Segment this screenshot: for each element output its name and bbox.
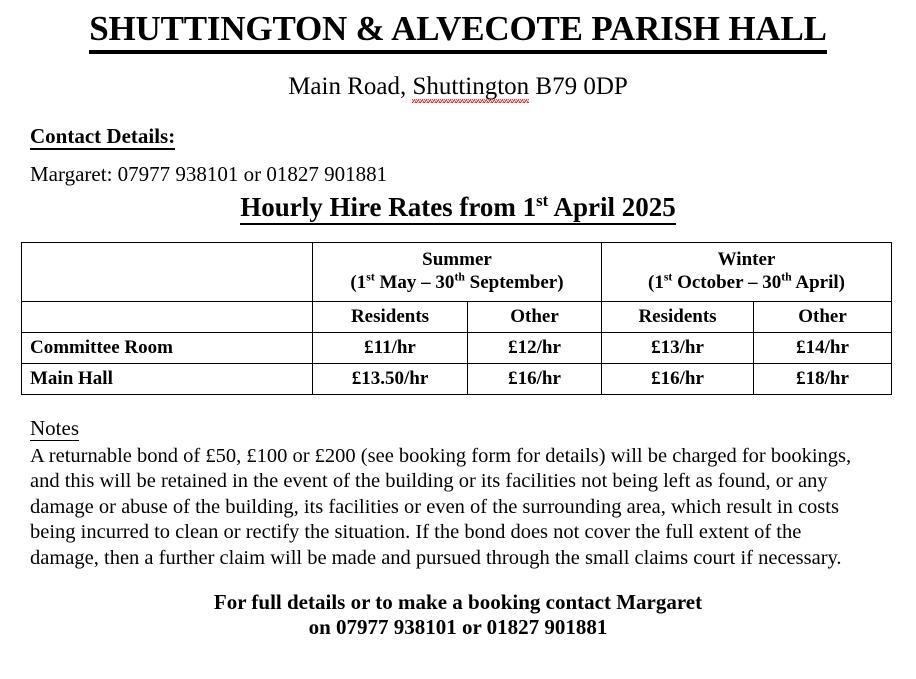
notes-section: [0, 395, 916, 572]
footer-contact-note: [0, 590, 916, 640]
rates-heading-suffix: April 2025: [548, 191, 676, 222]
footer-line-2: on 07977 938101 or 01827 901881: [308, 615, 608, 640]
notes-heading: Notes: [30, 415, 79, 440]
contact-section: [0, 102, 916, 186]
winter-range-suffix: April): [791, 271, 845, 293]
winter-range-ordinal-1: st: [663, 270, 673, 284]
rate-committee-winter-other: £14/hr: [754, 332, 892, 363]
summer-range-ordinal-1: st: [366, 270, 375, 284]
venue-address: [0, 72, 916, 102]
winter-range-ordinal-2: th: [781, 270, 792, 284]
summer-range-prefix: (1: [350, 271, 367, 293]
row-label-main-hall: Main Hall: [22, 363, 313, 394]
table-row-subheaders: [22, 301, 892, 332]
document-page: [0, 10, 916, 679]
page-title-text: SHUTTINGTON & ALVECOTE PARISH HALL: [89, 10, 826, 54]
table-corner-blank: [22, 242, 313, 301]
rates-heading-ordinal: st: [536, 190, 549, 210]
season-name-winter: Winter: [717, 249, 776, 271]
contact-phone-line: Margaret: 07977 938101 or 01827 901881: [30, 161, 388, 186]
subheader-blank: [22, 301, 313, 332]
summer-range-ordinal-2: th: [454, 270, 465, 284]
rates-heading-prefix: Hourly Hire Rates from 1: [240, 191, 537, 222]
season-name-summer: Summer: [422, 249, 492, 271]
rate-committee-winter-residents: £13/hr: [602, 332, 754, 363]
season-range-summer: [315, 272, 599, 294]
summer-range-mid: May – 30: [374, 271, 455, 293]
rate-mainhall-winter-residents: £16/hr: [602, 363, 754, 394]
rate-committee-summer-residents: £11/hr: [313, 332, 468, 363]
address-misspelled-word: Shuttington: [412, 73, 529, 103]
subheader-winter-residents: Residents: [602, 301, 754, 332]
rate-mainhall-summer-other: £16/hr: [468, 363, 602, 394]
table-row: [22, 363, 892, 394]
notes-body: A returnable bond of £50, £100 or £200 (see booking form for details) will be charged for bookings, and this will be retained in the event of the building or its facilities not being left as found, or any damage or abuse of the building, its facilities or even of the surrounding area, which result in costs being incurred to clean or rectify the situation. If the bond does not cover the full extent of the damage, then a further claim will be made and pursued through the small claims court if necessary.: [30, 444, 852, 569]
table-row: [22, 332, 892, 363]
contact-heading: Contact Details:: [30, 124, 175, 150]
rate-mainhall-winter-other: £18/hr: [754, 363, 892, 394]
season-range-winter: [604, 272, 889, 294]
rate-mainhall-summer-residents: £13.50/hr: [313, 363, 468, 394]
season-header-winter: [602, 242, 892, 301]
subheader-summer-residents: Residents: [313, 301, 468, 332]
address-prefix: Main Road,: [288, 72, 413, 100]
rates-heading: [0, 192, 916, 225]
winter-range-prefix: (1: [648, 271, 664, 293]
rate-committee-summer-other: £12/hr: [468, 332, 602, 363]
subheader-summer-other: Other: [468, 301, 602, 332]
hire-rates-table: [21, 242, 892, 395]
subheader-winter-other: Other: [754, 301, 892, 332]
address-suffix: B79 0DP: [529, 72, 628, 100]
page-title: [0, 10, 916, 54]
rates-heading-text: [240, 192, 676, 225]
table-row-seasons: [22, 242, 892, 301]
footer-line-1: For full details or to make a booking contact Margaret: [213, 590, 703, 615]
summer-range-suffix: September): [464, 271, 564, 293]
season-header-summer: [313, 242, 602, 301]
row-label-committee-room: Committee Room: [22, 332, 313, 363]
winter-range-mid: October – 30: [672, 271, 782, 293]
